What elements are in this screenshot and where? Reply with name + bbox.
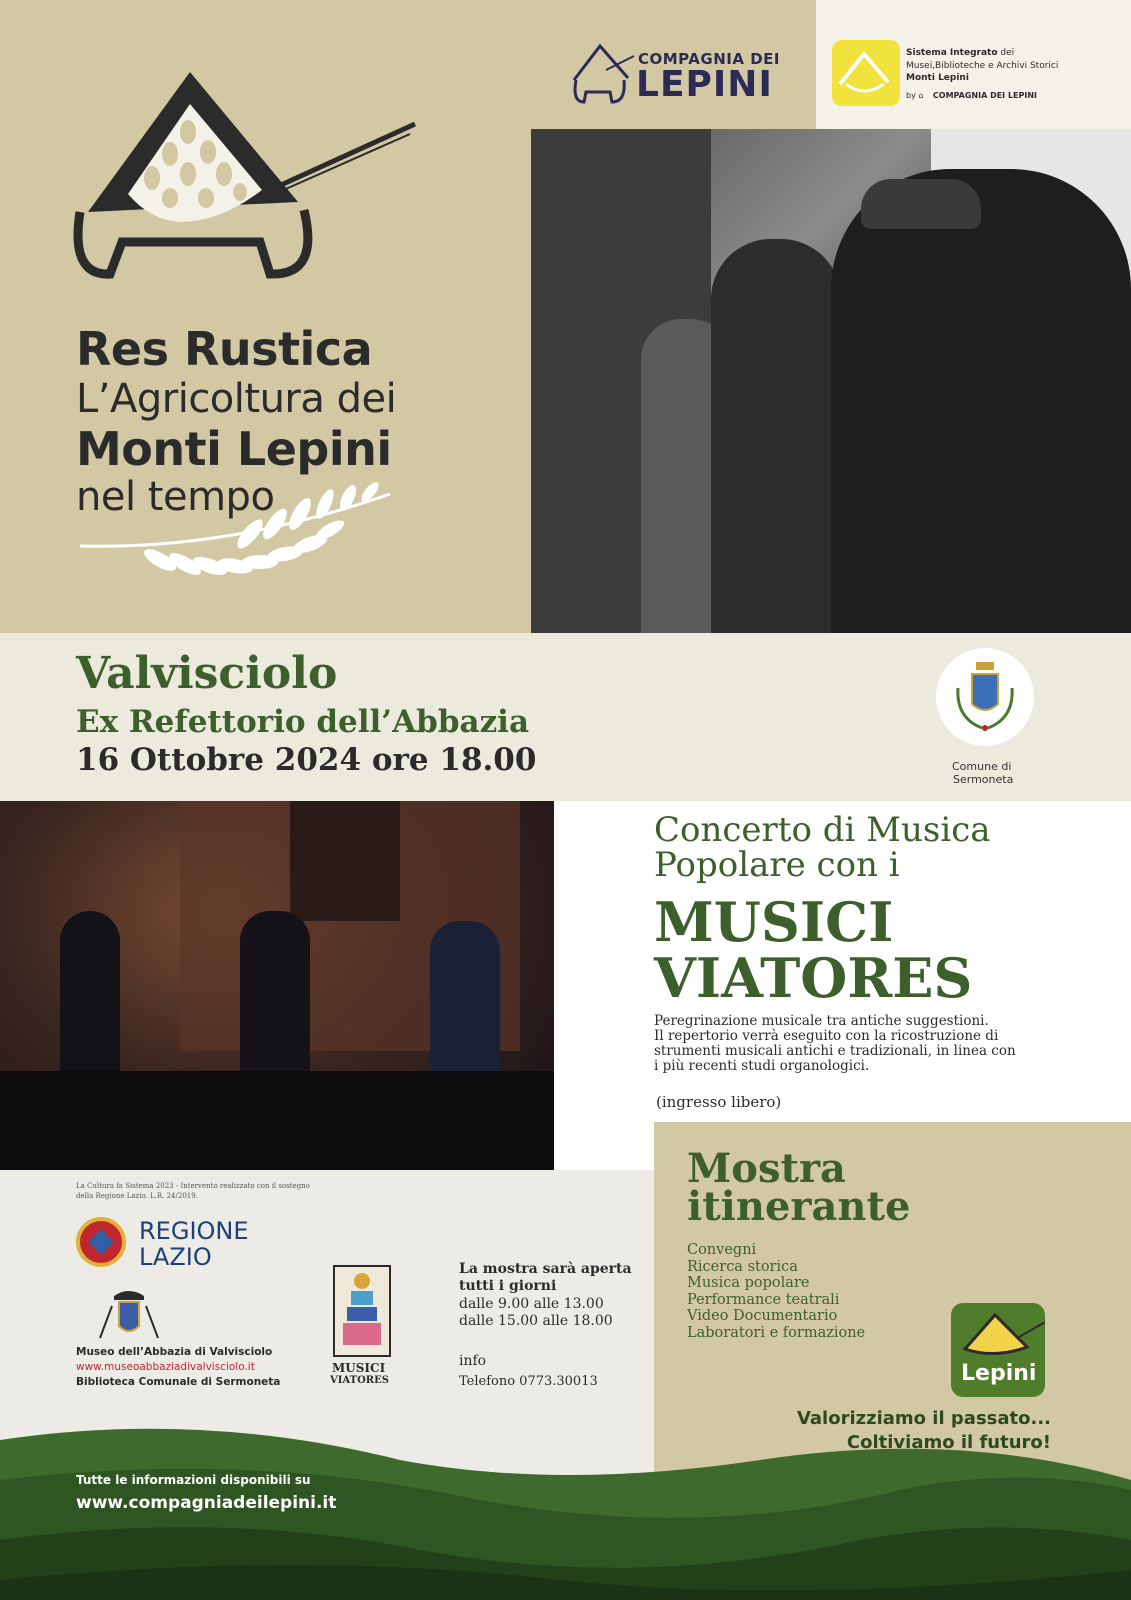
- compagnia-dei-lepini-logo: [566, 40, 786, 110]
- musicians-bw-photo: [531, 129, 1131, 633]
- sistema-icon: [832, 40, 900, 106]
- slogan-line2: Coltiviamo il futuro!: [846, 1432, 1051, 1453]
- event-datetime: 16 Ottobre 2024 ore 18.00: [76, 742, 537, 778]
- musici-logo-line1: MUSICI: [332, 1361, 386, 1375]
- concert-title-line2: Popolare con i: [654, 845, 900, 885]
- sistema-by: by: [906, 91, 916, 100]
- title-monti-lepini: Monti Lepini: [76, 422, 392, 476]
- concert-entry: (ingresso libero): [656, 1093, 782, 1111]
- musici-viatores-logo: [333, 1265, 391, 1357]
- wheat-ear-icon: [80, 480, 400, 610]
- museo-line3: Biblioteca Comunale di Sermoneta: [76, 1376, 281, 1388]
- credits-line2: della Regione Lazio. L.R. 24/2019.: [76, 1192, 198, 1200]
- event-place: Valvisciolo: [76, 648, 338, 699]
- regione-line2: LAZIO: [139, 1243, 212, 1271]
- concert-desc-4: i più recenti studi organologici.: [654, 1058, 870, 1074]
- concert-desc-1: Peregrinazione musicale tra antiche suggestioni.: [654, 1013, 989, 1029]
- sistema-bold: Sistema Integrato: [906, 48, 998, 58]
- mostra-list: [687, 1242, 865, 1341]
- comune-line2: Sermoneta: [953, 773, 1014, 786]
- info-label: info: [459, 1353, 487, 1369]
- sistema-integrato-logo: [832, 40, 1122, 110]
- museo-line1: Museo dell’Abbazia di Valvisciolo: [76, 1346, 273, 1358]
- title-res-rustica: Res Rustica: [76, 322, 373, 376]
- compagnia-hut-icon: [566, 40, 636, 106]
- compagnia-line2: LEPINI: [636, 64, 773, 105]
- concert-title-line1: Concerto di Musica: [654, 810, 991, 850]
- museo-url-link[interactable]: www.museoabbaziadivalvisciolo.it: [76, 1361, 255, 1373]
- credits-line1: La Cultura fa Sistema 2023 - Intervento realizzato con il sostegno: [76, 1182, 310, 1190]
- res-rustica-hut-logo: [70, 62, 430, 292]
- regione-line1: REGIONE: [139, 1217, 249, 1245]
- footer-line1: Tutte le informazioni disponibili su: [76, 1473, 311, 1487]
- hours-line2: tutti i giorni: [459, 1278, 557, 1294]
- comune-line1: Comune di: [952, 760, 1012, 773]
- musici-logo-line2: VIATORES: [330, 1375, 389, 1386]
- hours-line3: dalle 9.00 alle 13.00: [459, 1296, 604, 1312]
- hours-line1: La mostra sarà aperta: [459, 1261, 632, 1277]
- sistema-line2: Musei,Biblioteche e Archivi Storici: [906, 61, 1059, 71]
- mostra-title-line1: Mostra: [687, 1145, 846, 1192]
- mostra-item: Ricerca storica: [687, 1258, 798, 1275]
- title-nel-tempo: nel tempo: [76, 474, 275, 520]
- comune-sermoneta-crest: [936, 648, 1034, 746]
- lepini-hut-icon: [951, 1303, 1045, 1363]
- footer-url-link[interactable]: www.compagniadeilepini.it: [76, 1493, 337, 1513]
- band-name-line1: MUSICI: [654, 890, 894, 954]
- mostra-title-line2: itinerante: [687, 1183, 911, 1230]
- compagnia-line1: COMPAGNIA DEI: [638, 50, 780, 68]
- regione-lazio-emblem: [76, 1217, 126, 1267]
- concert-desc-2: Il repertorio verrà eseguito con la ricostruzione di: [654, 1028, 999, 1044]
- mostra-item: Laboratori e formazione: [687, 1324, 866, 1341]
- event-venue: Ex Refettorio dell’Abbazia: [76, 704, 530, 740]
- info-phone: Telefono 0773.30013: [459, 1374, 598, 1389]
- band-name-line2: VIATORES: [654, 946, 973, 1010]
- sistema-rest: dei: [1000, 48, 1015, 58]
- title-agricoltura: L’Agricoltura dei: [76, 376, 397, 422]
- mostra-item: Musica popolare: [687, 1275, 810, 1291]
- lepini-badge: [951, 1303, 1045, 1397]
- slogan-line1: Valorizziamo il passato...: [796, 1408, 1051, 1429]
- hours-line4: dalle 15.00 alle 18.00: [459, 1313, 613, 1329]
- small-hut-icon: ⌂: [918, 91, 924, 100]
- night-concert-photo: [0, 801, 554, 1171]
- sistema-line3: Monti Lepini: [906, 73, 969, 83]
- mostra-item: Performance teatrali: [687, 1291, 840, 1308]
- mostra-item: Video Documentario: [687, 1308, 838, 1324]
- mostra-item: Convegni: [687, 1242, 757, 1258]
- sistema-by-brand: COMPAGNIA DEI LEPINI: [932, 91, 1038, 100]
- abbazia-coat-of-arms: [94, 1286, 164, 1340]
- lepini-badge-label: Lepini: [961, 1361, 1037, 1386]
- concert-desc-3: strumenti musicali antichi e tradizionali, in linea con: [654, 1043, 1016, 1059]
